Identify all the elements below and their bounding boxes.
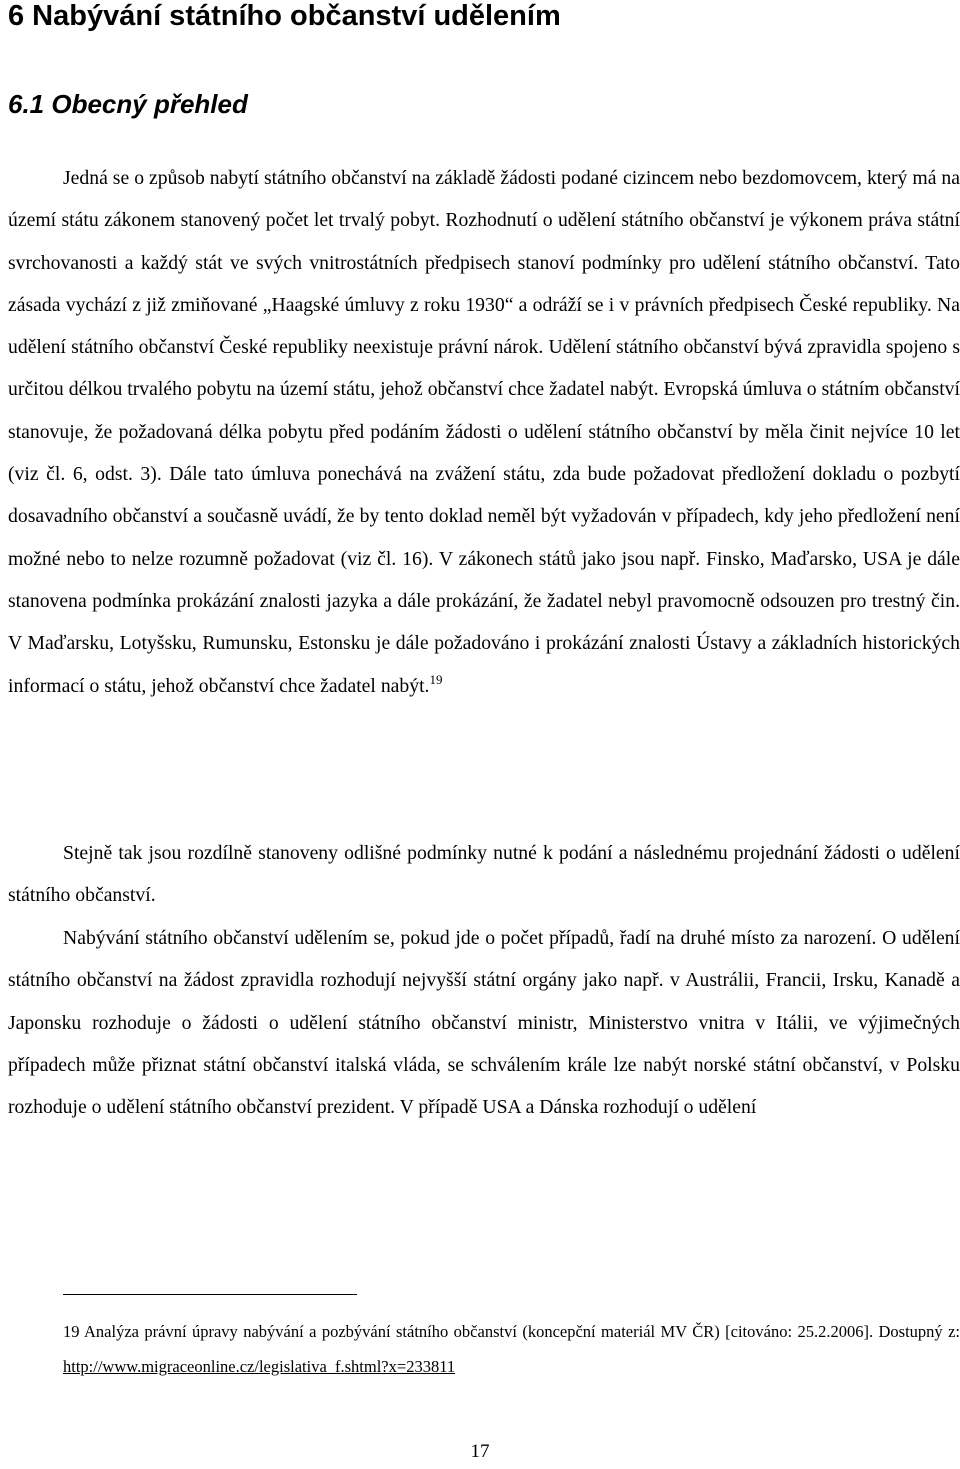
chapter-heading: 6 Nabývání státního občanství udělením — [8, 0, 561, 32]
paragraph-conditions: Stejně tak jsou rozdílně stanoveny odlišné podmínky nutné k podání a následnému projednání žádosti o udělení státního občanství. — [8, 842, 960, 907]
footnote-link[interactable]: http://www.migraceonline.cz/legislativa_f.shtml?x=233811 — [63, 1357, 456, 1376]
footnote-text: Analýza právní úpravy nabývání a pozbývání státního občanství (koncepční materiál MV ČR) [citováno: 25.2.2006]. Dostupný z: — [84, 1322, 960, 1341]
paragraph-overview-text: Jedná se o způsob nabytí státního občanství na základě žádosti podané cizincem nebo bezdomovcem, který má na území státu zákonem stanovený počet let trvalý pobyt. Rozhodnutí o udělení státního občanství je výkonem práva státní svrchovanosti a každý stát ve svých vnitrostátních předpisech stanoví podmínky pro udělení státního občanství. Tato zásada vychází z již zmiňované „Haagské úmluvy z roku 1930“ a odráží se i v právních předpisech České republiky. Na udělení státního občanství České republiky neexistuje právní nárok. Udělení státního občanství bývá zpravidla spojeno s určitou délkou trvalého pobytu na území státu, jehož občanství chce žadatel nabýt. Evropská úmluva o státním občanství stanovuje, že požadovaná délka pobytu před podáním žádosti o udělení státního občanství by měla činit nejvíce 10 let (viz čl. 6, odst. 3). Dále tato úmluva ponechává na zvážení státu, zda bude požadovat předložení dokladu o pozbytí dosavadního občanství a současně uvádí, že by tento doklad neměl být vyžadován v případech, kdy jeho předložení není možné nebo to nelze rozumně požadovat (viz čl. 16). V zákonech států jako jsou např. Finsko, Maďarsko, USA je dále stanovena podmínka prokázání znalosti jazyka a dále prokázání, že žadatel nebyl pravomocně odsouzen pro trestný čin. V Maďarsku, Lotyšsku, Rumunsku, Estonsku je dále požadováno i prokázání znalosti Ústavy a základních historických informací o státu, jehož občanství chce žadatel nabýt. — [8, 167, 960, 697]
paragraph-overview — [8, 157, 960, 707]
footnote-number: 19 — [63, 1322, 80, 1341]
footnote — [63, 1314, 960, 1384]
paragraph-authorities: Nabývání státního občanství udělením se, pokud jde o počet případů, řadí na druhé místo za narození. O udělení státního občanství na žádost zpravidla rozhodují nejvyšší státní orgány jako např. v Austrálii, Francii, Irsku, Kanadě a Japonsku rozhoduje o žádosti o udělení státního občanství ministr, Ministerstvo vnitra v Itálii, ve výjimečných případech může přiznat státní občanství italská vláda, se schválením krále lze nabýt norské státní občanství, v Polsku rozhoduje o udělení státního občanství prezident. V případě USA a Dánska rozhodují o udělení — [8, 927, 960, 1119]
section-heading: 6.1 Obecný přehled — [8, 89, 248, 119]
footnote-divider — [63, 1294, 357, 1295]
footnote-reference[interactable]: 19 — [429, 671, 443, 687]
page-number: 17 — [470, 1441, 490, 1462]
